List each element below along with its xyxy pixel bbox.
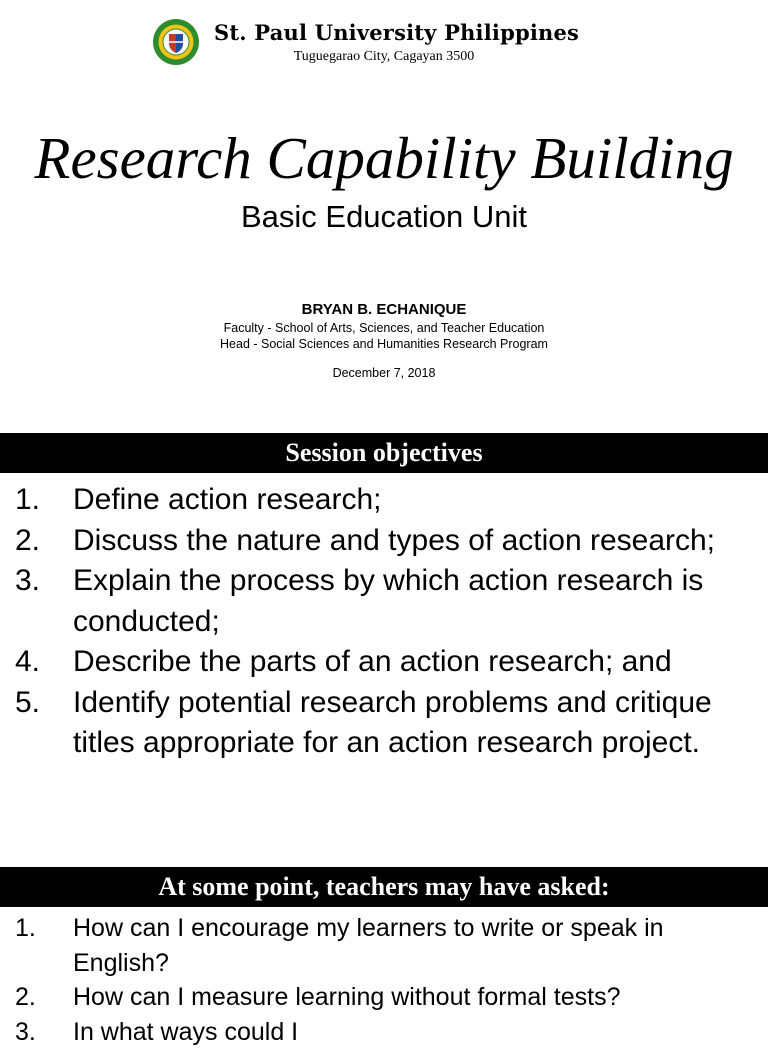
list-number: 5. [15,683,40,724]
page-title: Research Capability Building [0,122,768,194]
list-text: Describe the parts of an action research; and [73,645,672,678]
page-subtitle: Basic Education Unit [0,198,768,236]
list-number: 3. [15,1015,36,1049]
objectives-list [0,480,768,764]
presenter-name: BRYAN B. ECHANIQUE [0,301,768,318]
list-item [0,521,768,562]
list-number: 2. [15,521,40,562]
presenter-role-faculty: Faculty - School of Arts, Sciences, and Teacher Education [0,320,768,336]
list-text: Discuss the nature and types of action research; [73,524,715,557]
list-text: Explain the process by which action research is conducted; [73,564,703,638]
list-number: 1. [15,911,36,946]
university-address: Tuguegarao City, Cagayan 3500 [0,49,768,65]
list-text: Identify potential research problems and critique titles appropriate for an action research project. [73,686,712,760]
university-name: St. Paul University Philippines [214,20,579,45]
list-text: In what ways could I [73,1018,298,1046]
presenter-role-head: Head - Social Sciences and Humanities Research Program [0,336,768,352]
list-text: Define action research; [73,483,382,516]
list-item [0,480,768,521]
list-item [0,980,768,1015]
questions-list [0,911,768,1049]
list-item [0,911,768,980]
document-header [0,0,768,90]
list-number: 1. [15,480,40,521]
list-text: How can I measure learning without formal tests? [73,983,620,1011]
list-number: 2. [15,980,36,1015]
list-number: 4. [15,642,40,683]
list-number: 3. [15,561,40,602]
list-item [0,1015,768,1049]
list-item [0,683,768,764]
list-text: How can I encourage my learners to write or speak in English? [73,914,664,977]
list-item [0,561,768,642]
section-heading-questions: At some point, teachers may have asked: [0,867,768,907]
section-heading-objectives: Session objectives [0,433,768,473]
presentation-date: December 7, 2018 [0,366,768,380]
list-item [0,642,768,683]
